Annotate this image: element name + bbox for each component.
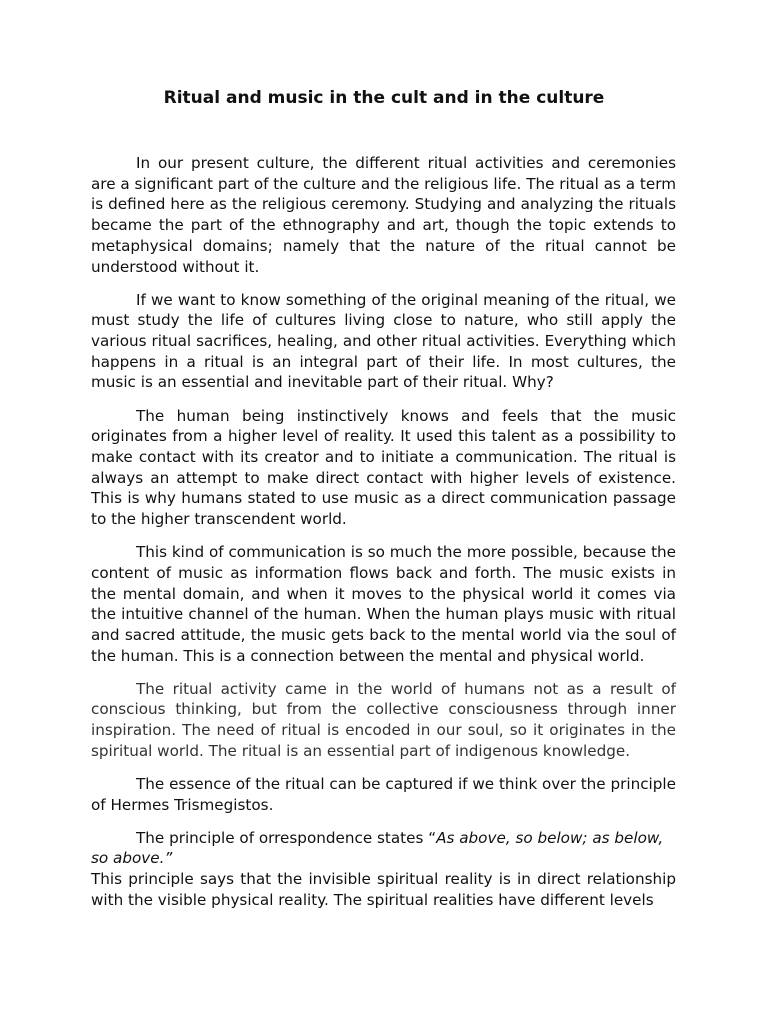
paragraph-communication: This kind of communication is so much the more possible, because the content of music as information flows back and forth. The music exists in the mental domain, and when it moves to the physical world it comes via the intuitive channel of the human. When the human plays music with ritual and sacred attitude, the music gets back to the mental world via the soul of the human. This is a connection between the mental and physical world. [91, 543, 676, 665]
document-title: Ritual and music in the cult and in the culture [163, 88, 605, 108]
paragraph-correspondence [91, 828, 676, 869]
paragraph-ritual-in-culture: In our present culture, the different ritual activities and ceremonies are a significant part of the culture and the religious life. The ritual as a term is defined here as the religious ceremony. Studying and analyzing the rituals became the part of the ethnography and art, though the topic extends to metaphysical domains; namely that the nature of the ritual cannot be understood without it. [91, 154, 676, 276]
correspondence-quote: As above, so below; as below, so above.” [91, 828, 664, 868]
paragraph-original-meaning: If we want to know something of the original meaning of the ritual, we must study the life of cultures living close to nature, who still apply the various ritual sacrifices, healing, and other ritual activities. Everything which happens in a ritual is an integral part of their life. In most cultures, the music is an essential and inevitable part of their ritual. Why? [91, 290, 676, 392]
paragraph-collective-consciousness: The ritual activity came in the world of humans not as a result of conscious thinking, but from the collective consciousness through inner inspiration. The need of ritual is encoded in our soul, so it originates in the spiritual world. The ritual is an essential part of indigenous knowledge. [91, 679, 676, 760]
paragraph-hermes: The essence of the ritual can be captured if we think over the principle of Hermes Trismegistos. [91, 774, 676, 814]
correspondence-intro: The principle of orrespondence states “ [136, 828, 437, 847]
document-body [91, 153, 676, 911]
paragraph-principle-explanation: This principle says that the invisible spiritual reality is in direct relationship with the visible physical reality. The spiritual realities have different levels [91, 870, 676, 909]
paragraph-higher-reality: The human being instinctively knows and feels that the music originates from a higher level of reality. It used this talent as a possibility to make contact with its creator and to initiate a communication. The ritual is always an attempt to make direct contact with higher levels of existence. This is why humans stated to use music as a direct communication passage to the higher transcendent world. [91, 406, 676, 529]
